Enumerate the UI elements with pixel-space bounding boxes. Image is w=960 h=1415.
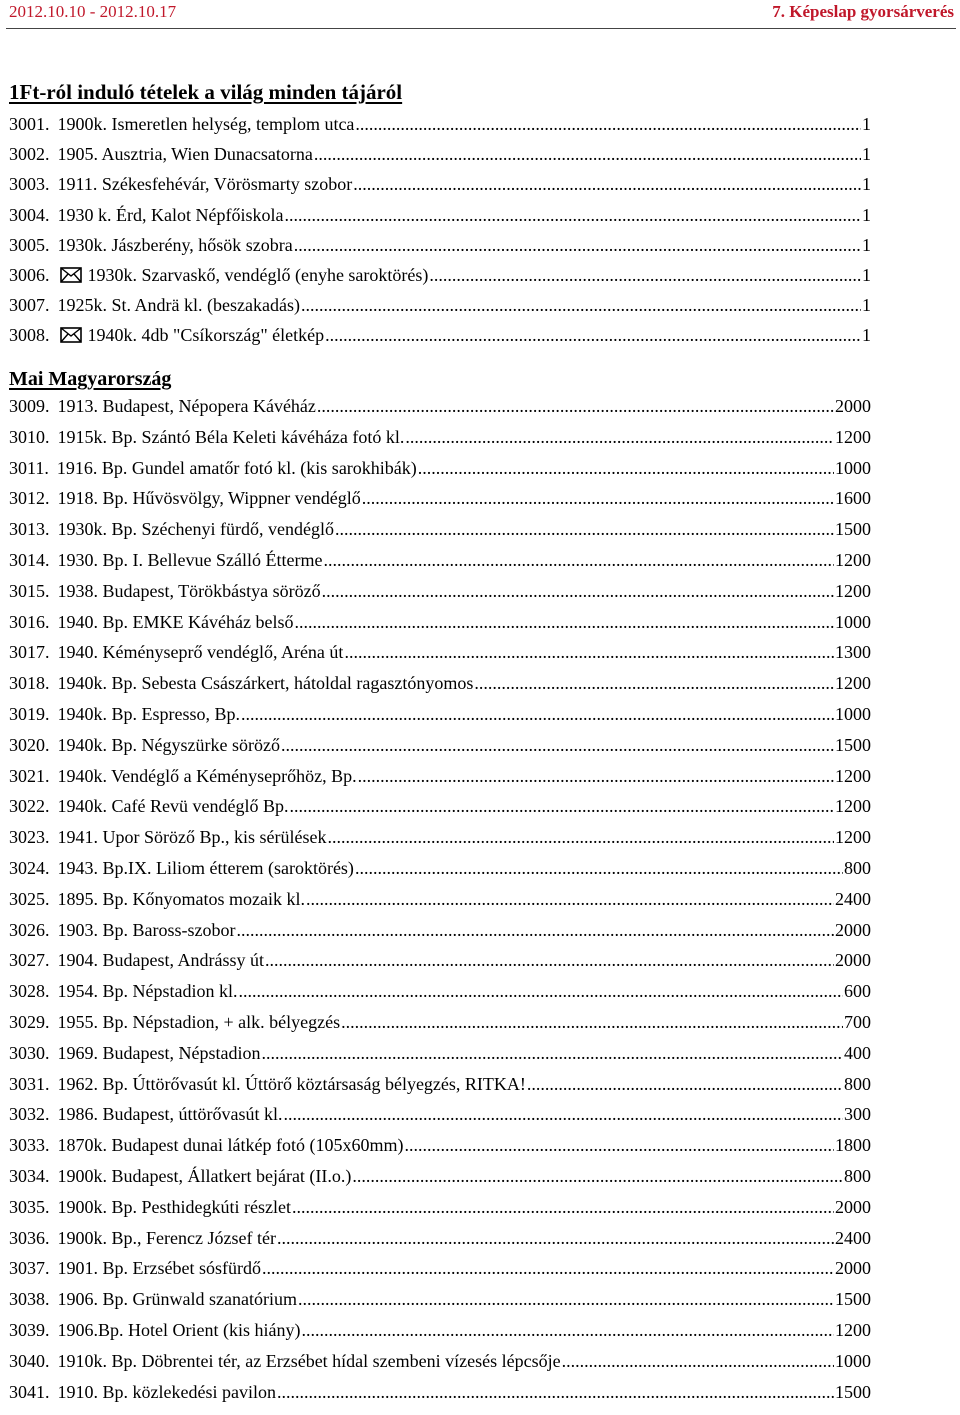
lot-price: 1 [862,144,871,164]
lot-number: 3020. [9,735,50,755]
lot-price: 1000 [835,612,871,632]
lot-description: 1900k. Ismeretlen helység, templom utca [57,114,355,134]
lot-description: 1938. Budapest, Törökbástya söröző [57,581,321,601]
lot-description: 1962. Bp. Úttörővasút kl. Úttörő köztársaság bélyegzés, RITKA! [57,1074,526,1094]
lot-row [9,174,871,200]
lot-row [9,673,871,699]
dot-leader [362,488,834,509]
lot-row [9,325,871,351]
dot-leader [277,1382,834,1403]
lot-description: 1940k. Bp. Espresso, Bp. [57,704,241,724]
lot-number: 3024. [9,858,50,878]
lot-number: 3005. [9,235,50,255]
lot-description: 1904. Budapest, Andrássy út [57,950,264,970]
lot-description: 1918. Bp. Hűvösvölgy, Wippner vendéglő [57,488,361,508]
dot-leader [355,858,843,879]
lot-number: 3032. [9,1104,50,1124]
lot-number: 3008. [9,325,50,345]
dot-leader [322,581,834,602]
lot-price: 1200 [835,427,871,447]
lot-row [9,1074,871,1100]
lot-price: 2000 [835,950,871,970]
lot-description: 1930 k. Érd, Kalot Népfőiskola [57,205,284,225]
lot-row [9,550,871,576]
dot-leader [277,1228,834,1249]
lot-description: 1940k. Vendéglő a Kéményseprőhöz, Bp. [57,766,357,786]
lot-price: 400 [844,1043,871,1063]
lot-price: 300 [844,1104,871,1124]
lot-number: 3019. [9,704,50,724]
lot-description: 1910. Bp. közlekedési pavilon [57,1382,276,1402]
lot-number: 3007. [9,295,50,315]
date-range: 2012.10.10 - 2012.10.17 [9,2,177,21]
dot-leader [358,766,834,787]
lot-number: 3002. [9,144,50,164]
lot-description: 1955. Bp. Népstadion, + alk. bélyegzés [57,1012,341,1032]
lot-price: 1 [862,205,871,225]
lot-number: 3010. [9,427,50,447]
dot-leader [306,889,834,910]
dot-leader [317,396,834,417]
dot-leader [237,920,835,941]
lot-number: 3004. [9,205,50,225]
lot-number: 3014. [9,550,50,570]
lot-price: 1200 [835,673,871,693]
lot-row [9,827,871,853]
dot-leader [353,174,861,195]
envelope-icon [60,327,82,348]
lot-description: 1969. Budapest, Népstadion [57,1043,261,1063]
lot-row [9,1135,871,1161]
dot-leader [239,981,844,1002]
lot-description: 1940k. 4db "Csíkország" életkép [87,325,325,345]
lot-row [9,427,871,453]
lot-row [9,1012,871,1038]
dot-leader [241,704,834,725]
dot-leader [405,427,834,448]
dot-leader [344,642,834,663]
lot-price: 1 [862,295,871,315]
lot-price: 1500 [835,1382,871,1402]
lot-description: 1910k. Bp. Döbrentei tér, az Erzsébet hídal szembeni vízesés lépcsője [57,1351,561,1371]
dot-leader [355,114,861,135]
dot-leader [301,1320,834,1341]
dot-leader [261,1043,843,1064]
lot-description: 1903. Bp. Baross-szobor [57,920,236,940]
lot-price: 1600 [835,488,871,508]
lot-number: 3018. [9,673,50,693]
lot-description: 1940k. Bp. Sebesta Császárkert, hátoldal ragasztónyomos [57,673,474,693]
lot-row [9,488,871,514]
lot-description: 1986. Budapest, úttörővasút kl. [57,1104,283,1124]
lot-row [9,858,871,884]
lot-description: 1954. Bp. Népstadion kl. [57,981,238,1001]
lot-description: 1913. Budapest, Népopera Kávéház [57,396,316,416]
lot-row [9,1289,871,1315]
lot-number: 3021. [9,766,50,786]
lot-description: 1940. Kéményseprő vendéglő, Aréna út [57,642,344,662]
lot-row [9,1166,871,1192]
page-header [0,0,960,30]
dot-leader [314,144,861,165]
lot-row [9,766,871,792]
lot-description: 1930k. Jászberény, hősök szobra [57,235,293,255]
lot-price: 1200 [835,550,871,570]
lot-row [9,704,871,730]
lot-row [9,920,871,946]
lot-number: 3011. [9,458,49,478]
lot-row [9,295,871,321]
lot-row [9,612,871,638]
lot-price: 2400 [835,1228,871,1248]
lot-price: 1 [862,325,871,345]
lot-number: 3023. [9,827,50,847]
lot-description: 1915k. Bp. Szántó Béla Keleti kávéháza fotó kl. [57,427,405,447]
page-title: 1Ft-ról induló tételek a világ minden tájáról [9,80,403,104]
lot-description: 1895. Bp. Kőnyomatos mozaik kl. [57,889,305,909]
lot-row [9,889,871,915]
lot-price: 600 [844,981,871,1001]
lot-row [9,950,871,976]
lot-price: 700 [844,1012,871,1032]
lot-row [9,1258,871,1284]
dot-leader [335,519,834,540]
lot-number: 3035. [9,1197,50,1217]
lot-price: 1500 [835,1289,871,1309]
dot-leader [301,295,861,316]
lot-row [9,1228,871,1254]
dot-leader [298,1289,834,1310]
lot-price: 1200 [835,1320,871,1340]
lot-number: 3006. [9,265,50,285]
dot-leader [325,325,861,346]
dot-leader [429,265,861,286]
lot-price: 1200 [835,796,871,816]
lot-price: 1000 [835,458,871,478]
lot-price: 1000 [835,1351,871,1371]
lot-number: 3001. [9,114,50,134]
lot-number: 3003. [9,174,50,194]
lot-description: 1900k. Budapest, Állatkert bejárat (II.o.) [57,1166,352,1186]
lot-row [9,1104,871,1130]
lot-description: 1901. Bp. Erzsébet sósfürdő [57,1258,261,1278]
lot-price: 1 [862,265,871,285]
dot-leader [294,235,861,256]
lot-number: 3036. [9,1228,50,1248]
lot-price: 2400 [835,889,871,909]
dot-leader [283,1104,843,1125]
lot-description: 1940k. Bp. Négyszürke söröző [57,735,280,755]
lot-number: 3026. [9,920,50,940]
lot-number: 3038. [9,1289,50,1309]
lot-row [9,144,871,170]
lot-price: 1 [862,174,871,194]
lot-number: 3016. [9,612,50,632]
auction-title: 7. Képeslap gyorsárverés [772,2,954,21]
lot-description: 1916. Bp. Gundel amatőr fotó kl. (kis sarokhibák) [56,458,417,478]
lot-description: 1906.Bp. Hotel Orient (kis hiány) [57,1320,301,1340]
lot-description: 1870k. Budapest dunai látkép fotó (105x60mm) [57,1135,404,1155]
lot-price: 1200 [835,766,871,786]
lot-description: 1941. Upor Söröző Bp., kis sérülések [57,827,327,847]
dot-leader [281,735,834,756]
lot-price: 1 [862,235,871,255]
lot-number: 3039. [9,1320,50,1340]
lot-description: 1906. Bp. Grünwald szanatórium [57,1289,297,1309]
lot-price: 1800 [835,1135,871,1155]
lot-row [9,981,871,1007]
lot-row [9,205,871,231]
lot-price: 2000 [835,920,871,940]
lot-number: 3037. [9,1258,50,1278]
lot-row [9,735,871,761]
lot-price: 2000 [835,396,871,416]
header-divider [6,28,956,29]
dot-leader [527,1074,843,1095]
dot-leader [292,1197,834,1218]
dot-leader [289,796,834,817]
lot-number: 3012. [9,488,50,508]
lot-number: 3040. [9,1351,50,1371]
lot-description: 1930. Bp. I. Bellevue Szálló Étterme [57,550,323,570]
dot-leader [418,458,834,479]
dot-leader [262,1258,834,1279]
lot-price: 1000 [835,704,871,724]
dot-leader [294,612,834,633]
lot-number: 3034. [9,1166,50,1186]
lot-price: 2000 [835,1197,871,1217]
lot-number: 3017. [9,642,50,662]
lot-description: 1943. Bp.IX. Liliom étterem (saroktörés) [57,858,354,878]
envelope-icon [60,267,82,288]
lot-price: 1300 [835,642,871,662]
lot-number: 3013. [9,519,50,539]
lot-price: 1500 [835,519,871,539]
lot-description: 1905. Ausztria, Wien Dunacsatorna [57,144,313,164]
lot-row [9,458,871,484]
section-heading: Mai Magyarország [9,368,172,390]
lot-row [9,1351,871,1377]
lot-number: 3025. [9,889,50,909]
dot-leader [265,950,834,971]
lot-row [9,581,871,607]
lot-price: 800 [844,858,871,878]
lot-row [9,519,871,545]
lot-number: 3029. [9,1012,50,1032]
lot-price: 800 [844,1074,871,1094]
lot-description: 1940k. Café Revü vendéglő Bp. [57,796,289,816]
lot-row [9,796,871,822]
lot-price: 1200 [835,827,871,847]
lot-number: 3015. [9,581,50,601]
lot-number: 3030. [9,1043,50,1063]
dot-leader [562,1351,834,1372]
lot-description: 1930k. Bp. Széchenyi fürdő, vendéglő [57,519,334,539]
lot-description: 1911. Székesfehévár, Vörösmarty szobor [57,174,353,194]
lot-description: 1900k. Bp. Pesthidegkúti részlet [57,1197,291,1217]
lot-price: 800 [844,1166,871,1186]
lot-row [9,114,871,140]
dot-leader [341,1012,843,1033]
dot-leader [404,1135,834,1156]
lot-number: 3022. [9,796,50,816]
lot-row [9,1382,871,1408]
lot-price: 1200 [835,581,871,601]
lot-description: 1925k. St. Andrä kl. (beszakadás) [57,295,300,315]
lot-row [9,235,871,261]
dot-leader [284,205,861,226]
lot-row [9,642,871,668]
lot-description: 1930k. Szarvaskő, vendéglő (enyhe saroktörés) [87,265,429,285]
lot-row [9,1043,871,1069]
lot-row [9,265,871,291]
lot-row [9,1197,871,1223]
dot-leader [323,550,834,571]
dot-leader [352,1166,843,1187]
lot-number: 3041. [9,1382,50,1402]
lot-description: 1900k. Bp., Ferencz József tér [57,1228,276,1248]
lot-price: 1500 [835,735,871,755]
lot-row [9,1320,871,1346]
lot-number: 3033. [9,1135,50,1155]
lot-price: 1 [862,114,871,134]
dot-leader [474,673,834,694]
lot-number: 3031. [9,1074,50,1094]
dot-leader [327,827,834,848]
lot-number: 3009. [9,396,50,416]
lot-price: 2000 [835,1258,871,1278]
lot-description: 1940. Bp. EMKE Kávéház belső [57,612,294,632]
lot-row [9,396,871,422]
lot-number: 3028. [9,981,50,1001]
lot-number: 3027. [9,950,50,970]
